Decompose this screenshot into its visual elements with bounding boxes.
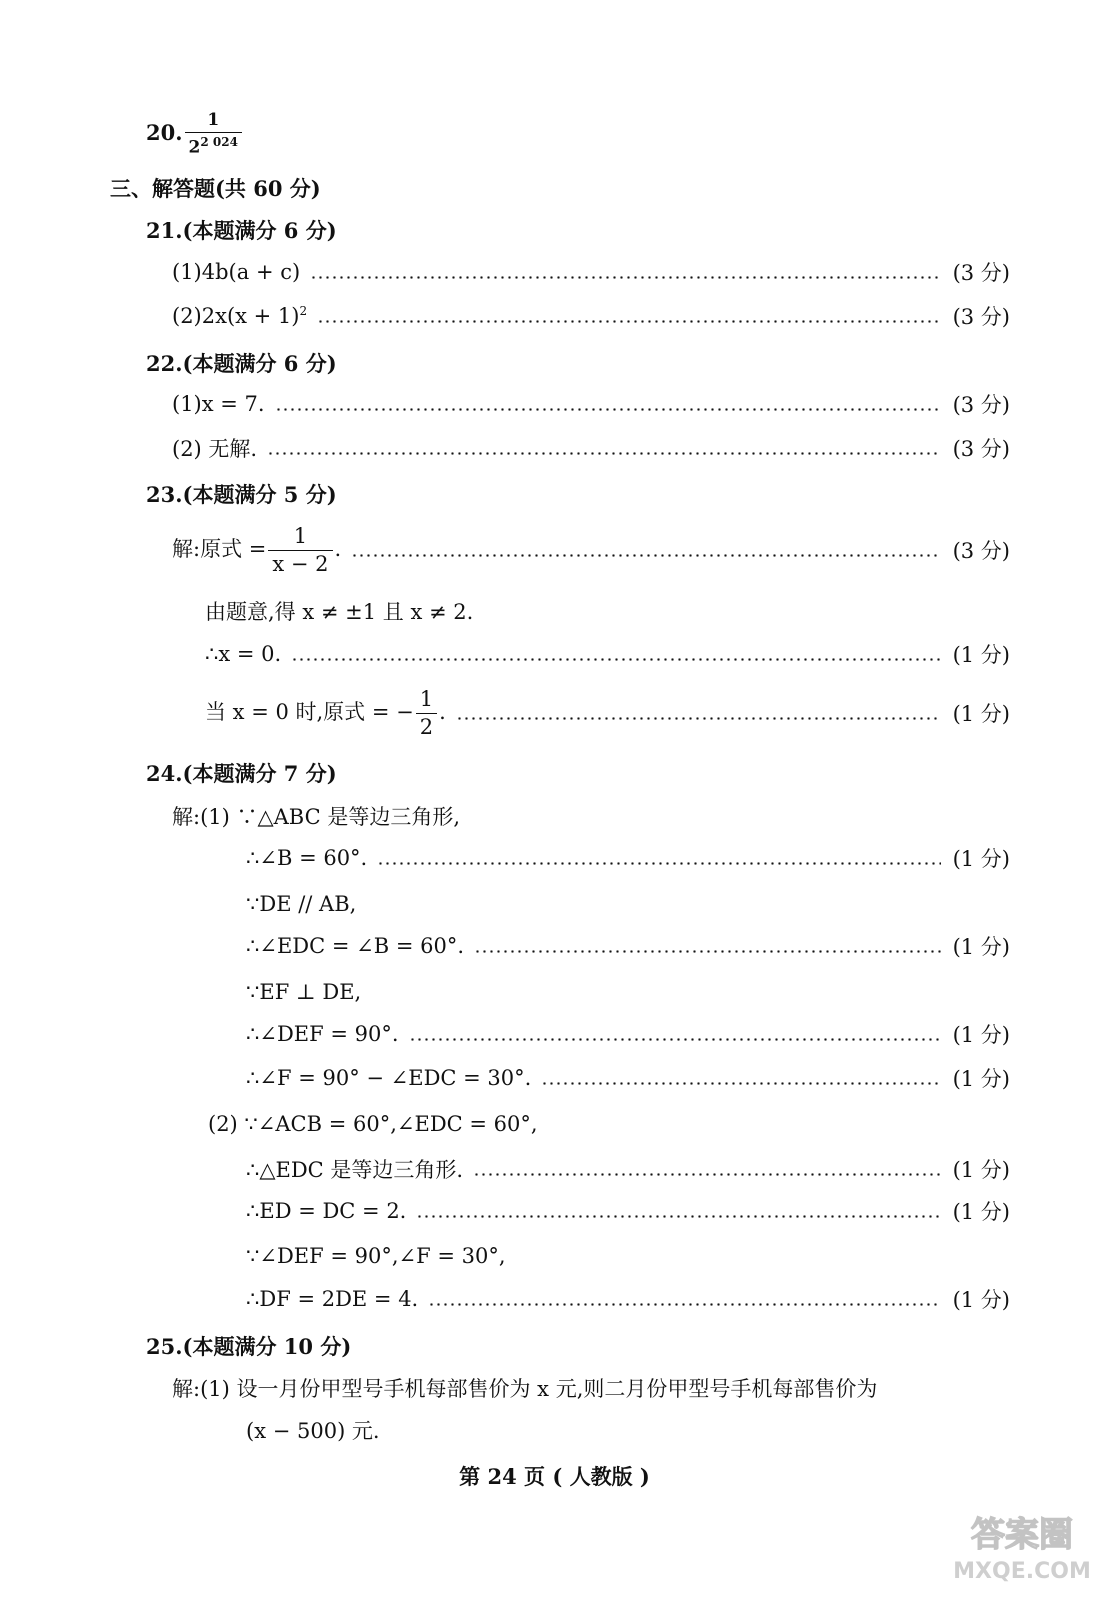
- leader-dots: [267, 452, 940, 455]
- leader-dots: [291, 658, 940, 661]
- q22-part1: (1)x = 7. (3 分): [172, 392, 1010, 417]
- q24-line8: (2) ∵∠ACB = 60°,∠EDC = 60°,: [208, 1112, 538, 1136]
- q21-header: 21.(本题满分 6 分): [146, 218, 337, 243]
- q24-line4: ∴∠EDC = ∠B = 60°. (1 分): [246, 934, 1010, 959]
- leader-dots: [473, 1173, 940, 1176]
- q24-line7: ∴∠F = 90° − ∠EDC = 30°. (1 分): [246, 1066, 1010, 1091]
- leader-dots: [474, 950, 941, 953]
- leader-dots: [416, 1215, 940, 1218]
- watermark-logo: [947, 1506, 1097, 1586]
- q22-part2: (2) 无解. (3 分): [172, 437, 1010, 461]
- q22-header: 22.(本题满分 6 分): [146, 351, 337, 376]
- q24-line11: ∵∠DEF = 90°,∠F = 30°,: [246, 1244, 506, 1268]
- q20-answer: [146, 112, 244, 157]
- q23-line3: ∴x = 0. (1 分): [205, 642, 1010, 667]
- q24-line9: ∴△EDC 是等边三角形. (1 分): [246, 1158, 1010, 1182]
- q24-line2: ∴∠B = 60°. (1 分): [246, 846, 1010, 871]
- q24-line6: ∴∠DEF = 90°. (1 分): [246, 1022, 1010, 1047]
- leader-dots: [351, 554, 940, 557]
- q24-line1: 解:(1) ∵△ABC 是等边三角形,: [172, 805, 461, 829]
- q25-line1: 解:(1) 设一月份甲型号手机每部售价为 x 元,则二月份甲型号手机每部售价为: [172, 1377, 878, 1401]
- fraction: $\frac{1}{x - 2}$: [268, 526, 332, 575]
- svg-text:MXQE.COM: MXQE.COM: [953, 1559, 1091, 1584]
- leader-dots: [377, 862, 940, 865]
- fraction: $\frac{1}{2}$: [416, 689, 437, 738]
- q24-line10: ∴ED = DC = 2. (1 分): [246, 1199, 1010, 1224]
- leader-dots: [310, 276, 940, 279]
- q24-line12: ∴DF = 2DE = 4. (1 分): [246, 1287, 1010, 1312]
- q21-part1: (1)4b(a + c) (3 分): [172, 260, 1010, 285]
- q20-number: 20.: [146, 119, 183, 145]
- q25-header: 25.(本题满分 10 分): [146, 1334, 352, 1359]
- q20-fraction: $\frac{1}{2^{2 024}}$: [185, 112, 242, 157]
- leader-dots: [275, 408, 941, 411]
- q23-line2: 由题意,得 x ≠ ±1 且 x ≠ 2.: [205, 600, 474, 624]
- page-footer: 第 24 页 ( 人教版 ): [459, 1464, 650, 1489]
- q24-header: 24.(本题满分 7 分): [146, 761, 337, 786]
- leader-dots: [317, 320, 940, 323]
- q23-line1: 解:原式 = $\frac{1}{x - 2}$ . (3 分): [172, 523, 1010, 576]
- q23-header: 23.(本题满分 5 分): [146, 482, 337, 507]
- leader-dots: [409, 1038, 941, 1041]
- svg-text:答案圈: 答案圈: [971, 1515, 1073, 1555]
- section-title: 三、解答题(共 60 分): [110, 176, 321, 201]
- leader-dots: [541, 1082, 940, 1085]
- q21-part2: $(2)2x(x + 1)^2$ (3 分): [172, 304, 1010, 329]
- q25-line2: (x − 500) 元.: [246, 1419, 380, 1443]
- leader-dots: [456, 717, 941, 720]
- leader-dots: [428, 1303, 940, 1306]
- q23-line4: 当 x = 0 时,原式 = − $\frac{1}{2}$ . (1 分): [205, 686, 1010, 739]
- q24-line3: ∵DE // AB,: [246, 892, 357, 916]
- q24-line5: ∵EF ⊥ DE,: [246, 980, 362, 1004]
